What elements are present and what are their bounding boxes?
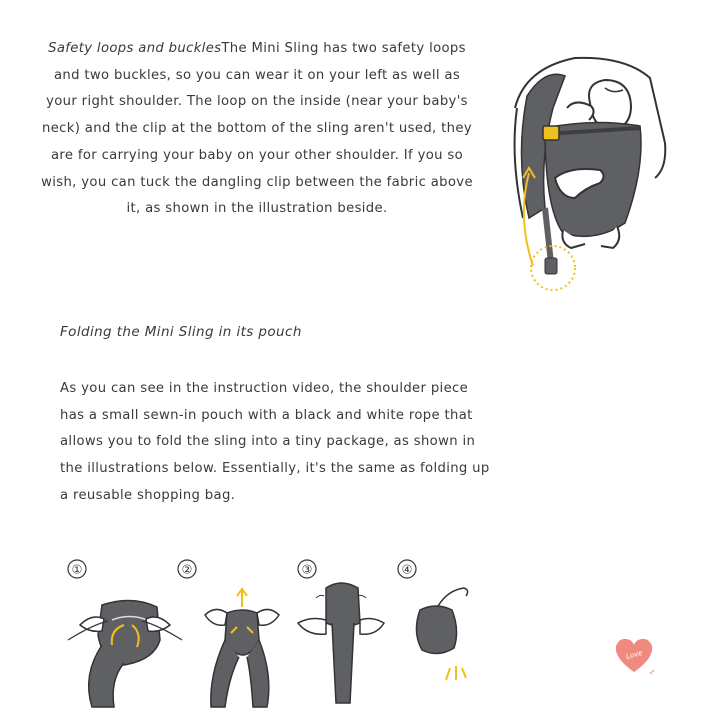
- step-3-number: [296, 558, 318, 580]
- step-1-label: ①: [71, 562, 83, 577]
- sticker-label: Love: [625, 648, 644, 661]
- step-4-label: ④: [401, 562, 413, 577]
- step-2-label: ②: [181, 562, 193, 577]
- fold-step-3-illustration: [296, 578, 386, 708]
- safety-paragraph: [38, 36, 476, 223]
- sling-wearing-illustration: [505, 48, 675, 298]
- fold-step-1-illustration: [62, 585, 182, 710]
- step-1-number: [66, 558, 88, 580]
- fold-step-2-illustration: [195, 585, 290, 710]
- step-3-label: ③: [301, 562, 313, 577]
- step-4-number: [396, 558, 418, 580]
- heart-sticker-icon: [612, 632, 656, 676]
- fold-step-4-illustration: [408, 580, 478, 690]
- folding-title: Folding the Mini Sling in its pouch: [60, 324, 302, 340]
- safety-heading: Safety loops and buckles: [48, 41, 222, 56]
- folding-body: As you can see in the instruction video, the shoulder piece has a small sewn-in pouch with a black and white rope that allows you to fold the sling into a tiny package, as shown in the illustrations below. Essentially, it's the same as folding up a reusable shopping bag.: [60, 381, 490, 503]
- safety-body: The Mini Sling has two safety loops and two buckles, so you can wear it on your left as well as your right shoulder. The loop on the inside (near your baby's neck) and the clip at the bottom of the sling aren't used, they are for carrying your baby on your other shoulder. If you so wish, you can tuck the dangling clip between the fabric above it, as shown in the illustration beside.: [41, 41, 473, 217]
- step-2-number: [176, 558, 198, 580]
